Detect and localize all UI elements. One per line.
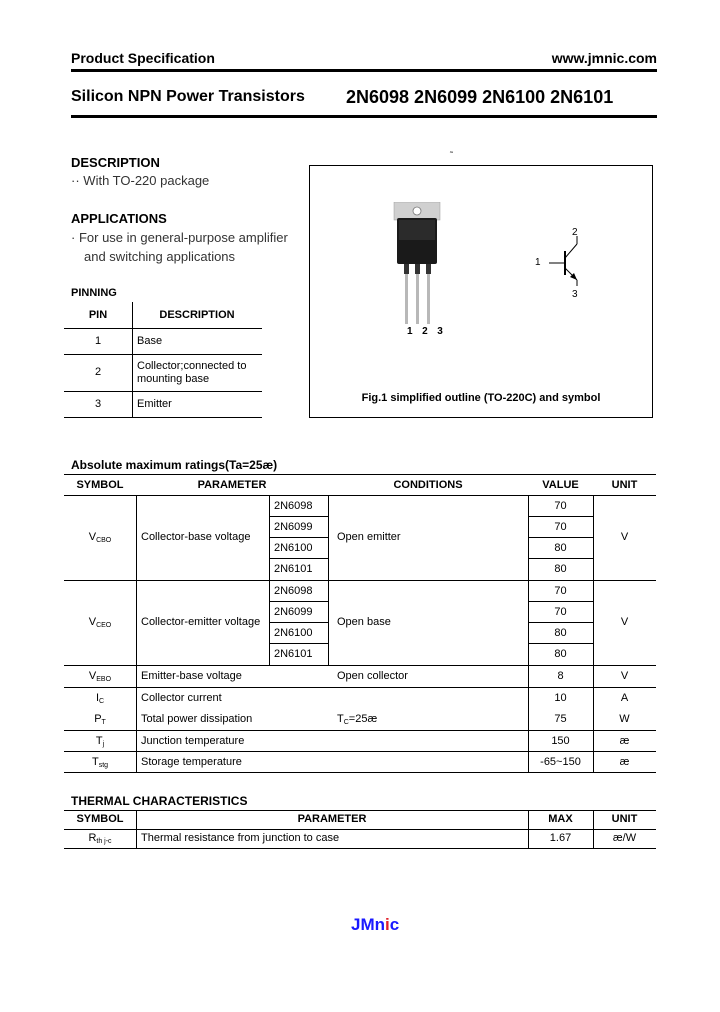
value-cell: 80 <box>554 563 567 575</box>
value-cell: 70 <box>554 500 567 512</box>
param-ic: Collector current <box>141 692 222 704</box>
applications-text1: For use in general-purpose amplifier <box>78 230 288 245</box>
pin-number: 3 <box>94 398 102 410</box>
cond-vcbo: Open emitter <box>337 531 401 543</box>
col-parameter: PARAMETER <box>297 813 367 825</box>
unit-vceo: V <box>620 616 629 628</box>
unit-vcbo: V <box>620 531 629 543</box>
pin-desc: Base <box>137 335 163 347</box>
param-rth: Thermal resistance from junction to case <box>141 832 340 844</box>
col-parameter: PARAMETER <box>197 479 267 491</box>
symbol-tstg: $T_{stg}$ <box>91 756 109 769</box>
logo-n: n <box>374 915 386 934</box>
cond-pt: $T_C=25æ$ <box>337 713 378 726</box>
param-tj: Junction temperature <box>141 735 245 747</box>
desc-col-header: DESCRIPTION <box>159 309 235 321</box>
pin-desc-cont: mounting base <box>137 373 210 385</box>
symbol-rth: $R_{th j-c}$ <box>88 832 112 845</box>
header-left: Product Specification <box>71 50 215 66</box>
value-vebo: 8 <box>557 670 564 682</box>
value-cell: 80 <box>554 627 567 639</box>
figure-caption: Fig.1 simplified outline (TO-220C) and symbol <box>361 392 601 404</box>
param-vebo: Emitter-base voltage <box>141 670 242 682</box>
symbol-pin2-label: 2 <box>572 227 578 238</box>
thermal-heading: THERMAL CHARACTERISTICS <box>71 794 248 808</box>
pinning-heading: PINNING <box>71 287 117 299</box>
col-max: MAX <box>548 813 573 825</box>
page-title: Silicon NPN Power Transistors <box>71 88 305 105</box>
description-text: With TO-220 package <box>83 173 210 188</box>
title-rule <box>71 115 657 118</box>
to220-package-icon <box>388 202 448 326</box>
unit-tj: æ <box>619 735 630 747</box>
param-vcbo: Collector-base voltage <box>141 531 251 543</box>
symbol-ic: $I_C$ <box>95 692 105 705</box>
part-numbers: 2N6098 2N6099 2N6100 2N6101 <box>346 87 614 107</box>
symbol-pin3-label: 3 <box>572 289 578 300</box>
description-heading: DESCRIPTION <box>71 155 160 170</box>
logo-jm: JM <box>351 915 375 934</box>
unit-rth: æ/W <box>612 832 637 844</box>
col-value: VALUE <box>542 479 579 491</box>
type-cell: 2N6098 <box>274 500 313 512</box>
symbol-pt: $P_T$ <box>94 713 106 726</box>
applications-heading: APPLICATIONS <box>71 211 167 226</box>
header-rule <box>71 69 657 72</box>
unit-ic: A <box>620 692 629 704</box>
value-cell: 70 <box>554 606 567 618</box>
abs-ratings-table <box>64 474 656 774</box>
param-vceo: Collector-emitter voltage <box>141 616 261 628</box>
symbol-tj: $T_j$ <box>95 735 105 748</box>
col-symbol: SYMBOL <box>76 813 124 825</box>
thermal-table <box>64 810 656 850</box>
col-symbol: SYMBOL <box>76 479 124 491</box>
pin-desc: Emitter <box>137 398 172 410</box>
pin-number: 2 <box>94 366 102 378</box>
symbol-vcbo: $V_{CBO}$ <box>88 531 112 544</box>
type-cell: 2N6099 <box>274 606 313 618</box>
value-cell: 70 <box>554 521 567 533</box>
header-url[interactable]: www.jmnic.com <box>551 50 657 66</box>
type-cell: 2N6100 <box>274 627 313 639</box>
type-cell: 2N6100 <box>274 542 313 554</box>
figure-tick: ˜ <box>450 150 453 160</box>
bullet-icon: ·· <box>71 173 80 188</box>
value-tj: 150 <box>551 735 570 747</box>
pinning-table <box>64 302 262 418</box>
param-tstg: Storage temperature <box>141 756 242 768</box>
logo-i: i <box>385 915 390 934</box>
symbol-vebo: $V_{EBO}$ <box>88 670 112 683</box>
applications-line2: and switching applications <box>84 249 236 264</box>
value-tstg: -65~150 <box>540 756 581 768</box>
bullet-icon: · <box>71 230 76 245</box>
applications-line1 <box>71 230 288 245</box>
col-conditions: CONDITIONS <box>393 479 463 491</box>
col-unit: UNIT <box>611 813 638 825</box>
type-cell: 2N6099 <box>274 521 313 533</box>
package-pin-labels: 1 2 3 <box>407 326 443 337</box>
cond-vebo: Open collector <box>337 670 408 682</box>
value-pt: 75 <box>554 713 567 725</box>
pin-desc: Collector;connected to <box>137 360 247 372</box>
symbol-pin1-label: 1 <box>535 257 541 268</box>
col-unit: UNIT <box>611 479 638 491</box>
type-cell: 2N6098 <box>274 585 313 597</box>
value-cell: 80 <box>554 648 567 660</box>
value-cell: 80 <box>554 542 567 554</box>
npn-transistor-symbol-icon <box>545 236 585 286</box>
logo-c: c <box>389 915 400 934</box>
param-pt: Total power dissipation <box>141 713 253 725</box>
unit-tstg: æ <box>619 756 630 768</box>
value-rth: 1.67 <box>549 832 572 844</box>
symbol-vceo: $V_{CEO}$ <box>88 616 112 629</box>
cond-vceo: Open base <box>337 616 391 628</box>
abs-ratings-heading: Absolute maximum ratings(Ta=25æ) <box>71 458 278 472</box>
unit-vebo: V <box>620 670 629 682</box>
figure-box <box>309 165 653 418</box>
description-item <box>71 173 209 188</box>
pin-col-header: PIN <box>88 309 108 321</box>
type-cell: 2N6101 <box>274 648 313 660</box>
value-ic: 10 <box>554 692 567 704</box>
pin-number: 1 <box>94 335 102 347</box>
type-cell: 2N6101 <box>274 563 313 575</box>
value-cell: 70 <box>554 585 567 597</box>
unit-pt: W <box>619 713 630 725</box>
jmnic-logo <box>351 915 399 935</box>
